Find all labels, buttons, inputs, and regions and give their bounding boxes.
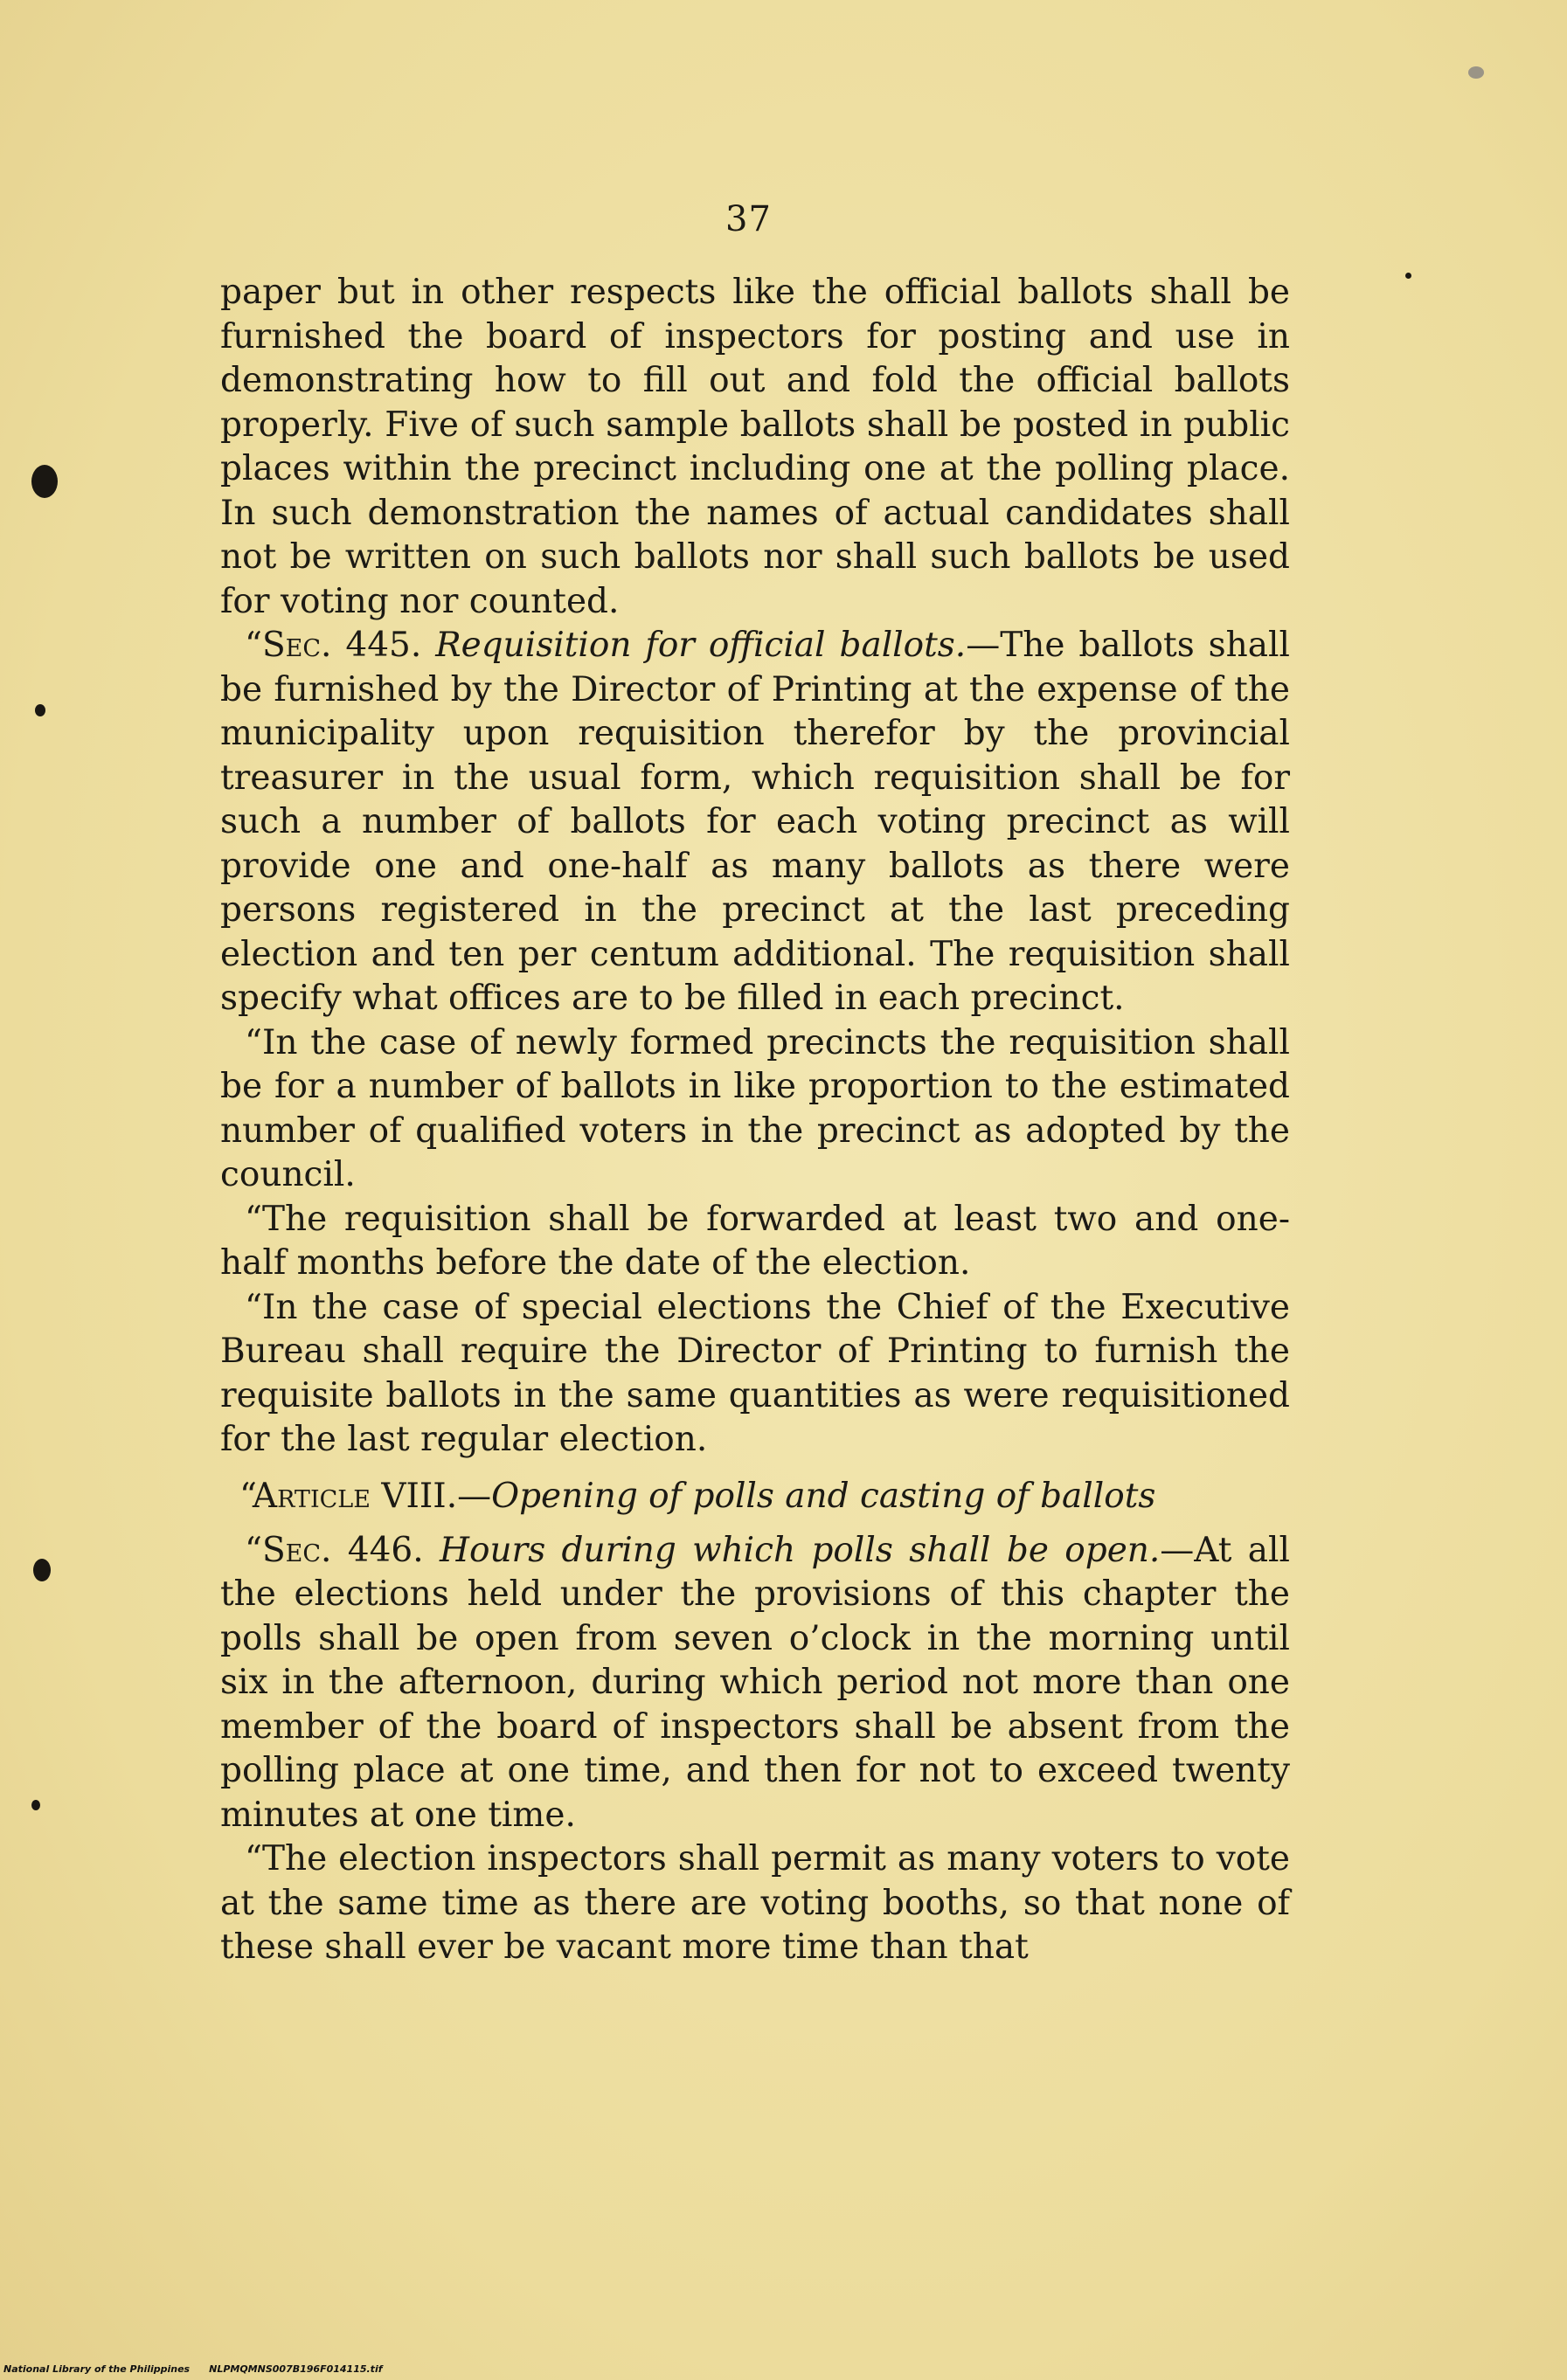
paragraph-1: paper but in other respects like the official ballots shall be furnished the board of inspectors for posting and use in demonstrating how to fill out and fold the official ballots properly. Five of such sample ballots shall be posted in public places within the precinct including one at the polling place. In such demonstration the names of actual candidates shall not be written on such ballots nor shall such ballots be used for voting nor counted. — [220, 273, 1290, 621]
section-number: 445. — [345, 626, 422, 665]
library-credit: National Library of the Philippines — [3, 2363, 191, 2375]
paragraph-requisition-forwarded: “The requisition shall be forwarded at least two and one-half months before the date of the election. — [220, 1199, 1290, 1283]
section-prefix: “Sec. — [245, 1530, 332, 1570]
section-title: Hours during which polls shall be open. — [439, 1530, 1161, 1570]
paragraph-newly-formed-precincts: “In the case of newly formed precincts the requisition shall be for a number of ballots in like proportion to the estimated number of qualified voters in the precinct as adopted by the council. — [220, 1022, 1290, 1194]
section-445-paragraph — [220, 624, 1290, 1021]
article-prefix: “Article — [239, 1476, 371, 1516]
speck — [1468, 66, 1484, 79]
article-heading — [239, 1475, 1290, 1519]
scan-footer — [3, 2363, 402, 2375]
binding-hole — [31, 465, 58, 498]
article-number: VIII. — [381, 1476, 458, 1516]
body-text — [220, 271, 1290, 1970]
binding-hole — [33, 1559, 51, 1581]
section-title: Requisition for official ballots. — [435, 626, 967, 665]
article-title: Opening of polls and casting of ballots — [491, 1476, 1156, 1516]
speck — [31, 1800, 40, 1810]
paragraph-special-elections: “In the case of special elections the Chief of the Executive Bureau shall require the Director of Printing to furnish the requisite ballots in the same quantities as were requisitioned for the last regular election. — [220, 1287, 1290, 1459]
section-446-paragraph — [220, 1529, 1290, 1838]
paragraph-election-inspectors: “The election inspectors shall permit as many voters to vote at the same time as there are voting booths, so that none of these shall ever be vacant more time than that — [220, 1839, 1290, 1967]
speck — [35, 704, 45, 716]
speck — [1405, 273, 1411, 279]
section-prefix: “Sec. — [245, 626, 332, 665]
page-number: 37 — [725, 199, 772, 239]
section-number: 446. — [347, 1530, 424, 1570]
file-id: NLPMQMNS007B196F014115.tif — [209, 2363, 383, 2375]
section-body: —At all the elections held under the provisions of this chapter the polls shall be open from seven o’clock in the morning until six in the afternoon, during which period not more than one member of the board of inspectors shall be absent from the polling place at one time, and then for not to exceed twenty minutes at one time. — [220, 1530, 1290, 1835]
article-dash: — — [457, 1476, 492, 1516]
section-body: —The ballots shall be furnished by the Director of Printing at the expense of the municipality upon requisition therefor by the provincial treasurer in the usual form, which requisition shall be for such a number of ballots for each voting precinct as will provide one and one-half as many ballots as there were persons registered in the precinct at the last preceding election and ten per centum additional. The requisition shall specify what offices are to be filled in each precinct. — [220, 626, 1290, 1018]
